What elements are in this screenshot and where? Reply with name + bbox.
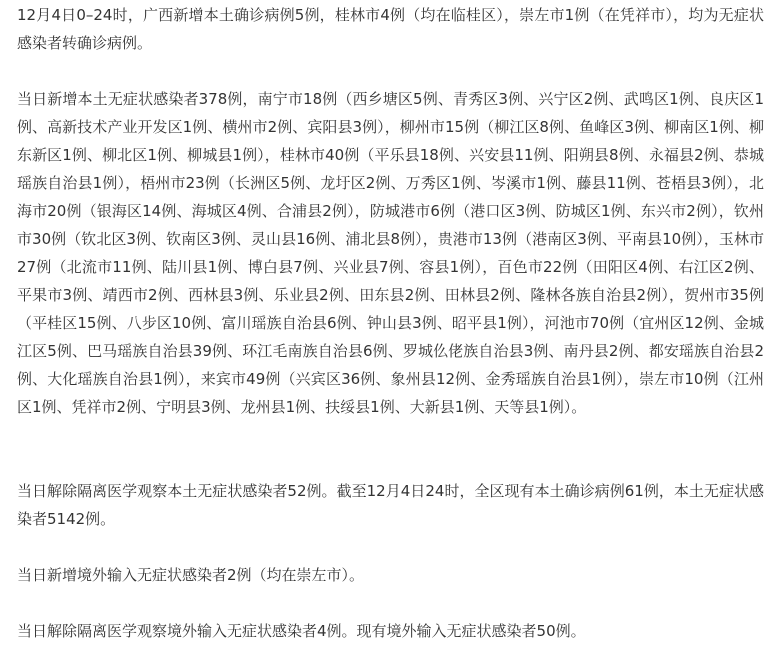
paragraph-new-confirmed-cases: 12月4日0–24时，广西新增本土确诊病例5例，桂林市4例（均在临桂区），崇左市1例（在凭祥市），均为无症状感染者转确诊病例。	[17, 6, 764, 52]
paragraph-new-asymptomatic-breakdown: 当日新增本土无症状感染者378例，南宁市18例（西乡塘区5例、青秀区3例、兴宁区2例、武鸣区1例、良庆区1例、高新技术产业开发区1例、横州市2例、宾阳县3例），柳州市15例（柳江区8例、鱼峰区3例、柳南区1例、柳东新区1例、柳北区1例、柳城县1例），桂林市40例（平乐县18例、兴安县11例、阳朔县8例、永福县2例、恭城瑶族自治县1例），梧州市23例（长洲区5例、龙圩区2例、万秀区1例、岑溪市1例、藤县11例、苍梧县3例），北海市20例（银海区14例、海城区4例、合浦县2例），防城港市6例（港口区3例、防城区1例、东兴市2例），钦州市30例（钦北区3例、钦南区3例、灵山县16例、浦北县8例），贵港市13例（港南区3例、平南县10例），玉林市27例（北流市11例、陆川县1例、博白县7例、兴业县7例、容县1例），百色市22例（田阳区4例、右江区2例、平果市3例、靖西市2例、西林县3例、乐业县2例、田东县2例、田林县2例、隆林各族自治县2例），贺州市35例（平桂区15例、八步区10例、富川瑶族自治县6例、钟山县3例、昭平县1例），河池市70例（宜州区12例、金城江区5例、巴马瑶族自治县39例、环江毛南族自治县6例、罗城仫佬族自治县3例、南丹县2例、都安瑶族自治县2例、大化瑶族自治县1例），来宾市49例（兴宾区36例、象州县12例、金秀瑶族自治县1例），崇左市10例（江州区1例、凭祥市2例、宁明县3例、龙州县1例、扶绥县1例、大新县1例、天等县1例）。	[17, 90, 764, 416]
paragraph-released-and-totals: 当日解除隔离医学观察本土无症状感染者52例。截至12月4日24时，全区现有本土确诊病例61例，本土无症状感染者5142例。	[17, 482, 764, 528]
paragraph-imported-released: 当日解除隔离医学观察境外输入无症状感染者4例。现有境外输入无症状感染者50例。	[17, 622, 586, 640]
paragraph-imported-new: 当日新增境外输入无症状感染者2例（均在崇左市）。	[17, 566, 365, 584]
